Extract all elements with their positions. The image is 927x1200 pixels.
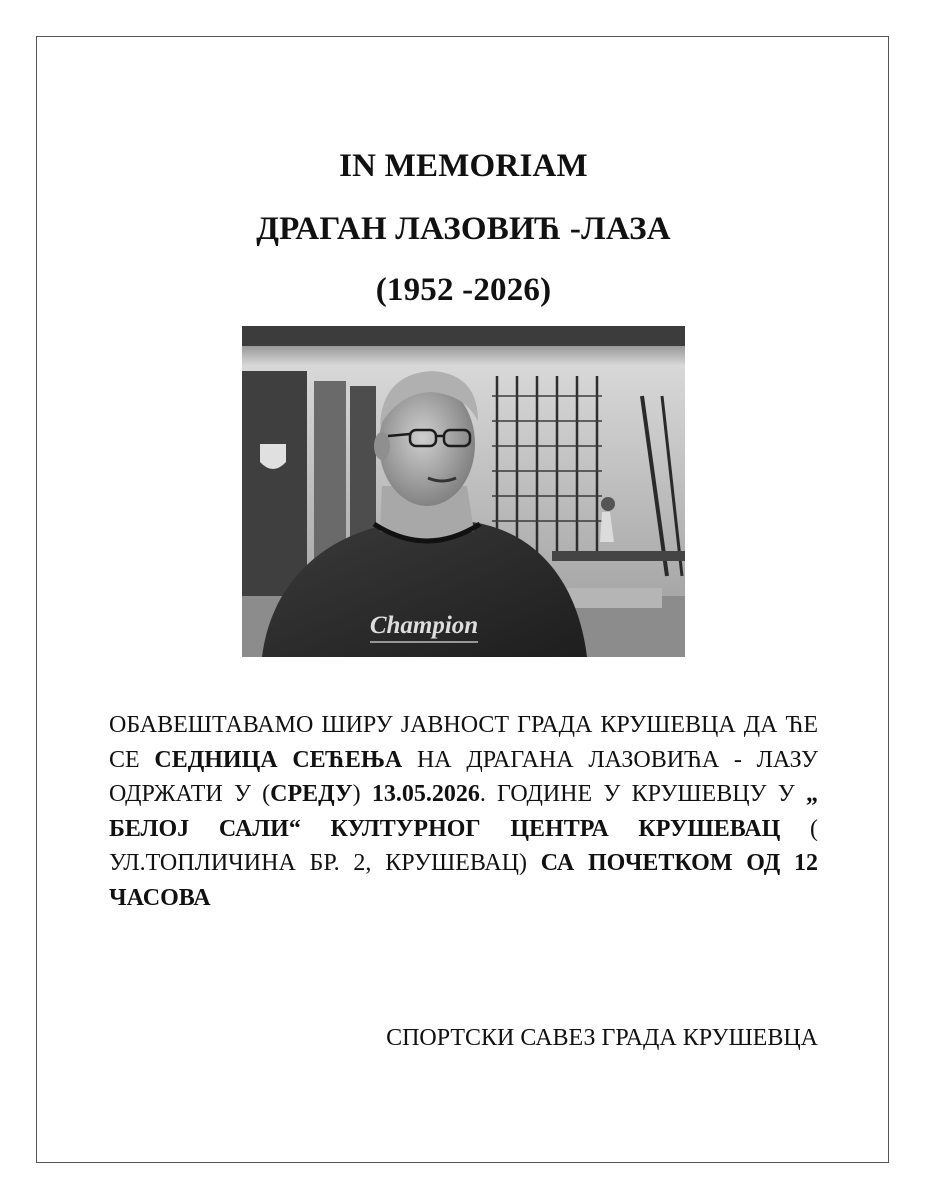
deceased-name: ДРАГАН ЛАЗОВИЋ -ЛАЗА [256,211,671,247]
announcement-text [109,708,818,915]
signature: СПОРТСКИ САВЕЗ ГРАДА КРУШЕВЦА [386,1025,818,1051]
memoriam-heading: IN MEMORIAM [339,148,588,184]
announcement-venue: „ БЕЛОЈ САЛИ“ КУЛТУРНОГ ЦЕНТРА КРУШЕВАЦ [109,781,818,842]
announcement-part-3: ) [352,781,372,807]
shirt-logo-text: Champion [369,612,479,639]
announcement-date: 13.05.2026 [371,781,480,807]
portrait-photo [242,326,685,657]
announcement-bold-2: СРЕДУ [270,781,353,807]
life-years: (1952 -2026) [375,272,552,308]
announcement-part-5: ( УЛ.ТОПЛИЧИНА БР. 2, КРУШЕВАЦ) [109,815,818,876]
announcement-time: СА ПОЧЕТКОМ ОД 12 ЧАСОВА [109,850,818,911]
announcement-part-2: НА ДРАГАНА ЛАЗОВИЋА - ЛАЗУ ОДРЖАТИ У ( [109,746,819,807]
announcement-part-1: ОБАВЕШТАВАМО ШИРУ ЈАВНОСТ ГРАДА КРУШЕВЦА ДА ЋЕ СЕ [109,712,818,773]
announcement-part-4: . ГОДИНЕ У КРУШЕВЦУ У [479,781,806,807]
announcement-bold-1: СЕДНИЦА СЕЋЕЊА [154,746,403,773]
